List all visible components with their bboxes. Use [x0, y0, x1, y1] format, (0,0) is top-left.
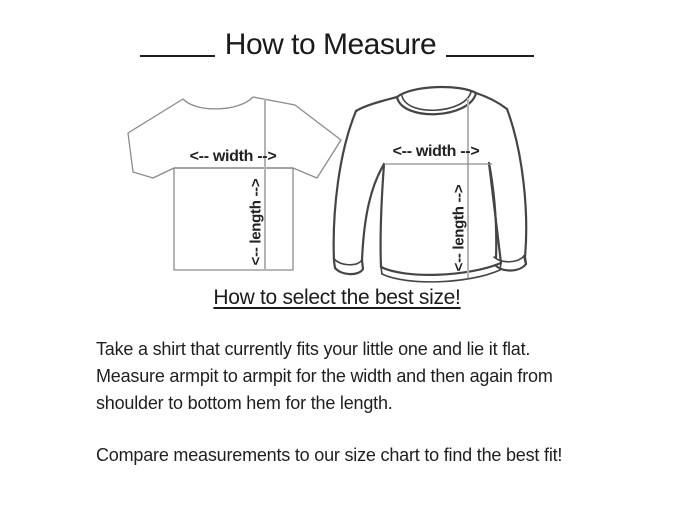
page-title: How to Measure	[224, 28, 437, 61]
long-sleeve-width-label: <-- width -->	[392, 143, 480, 160]
long-sleeve-length-label: <-- length -->	[450, 184, 468, 272]
compare-note: Compare measurements to our size chart to find the best fit!	[96, 445, 563, 465]
section-subtitle: How to select the best size!	[213, 286, 461, 309]
short-sleeve-width-label: <-- width -->	[189, 148, 277, 165]
short-sleeve-length-label: <-- length -->	[247, 178, 265, 266]
short-sleeve-shirt-drawing	[128, 97, 341, 270]
instructions-line-3: shoulder to bottom hem for the length.	[96, 393, 393, 413]
instructions-line-2: Measure armpit to armpit for the width and then again from	[96, 366, 553, 386]
instructions-paragraph	[96, 336, 641, 417]
instructions-line-1: Take a shirt that currently fits your little one and lie it flat.	[96, 339, 531, 359]
long-sleeve-shirt-drawing	[334, 87, 527, 282]
